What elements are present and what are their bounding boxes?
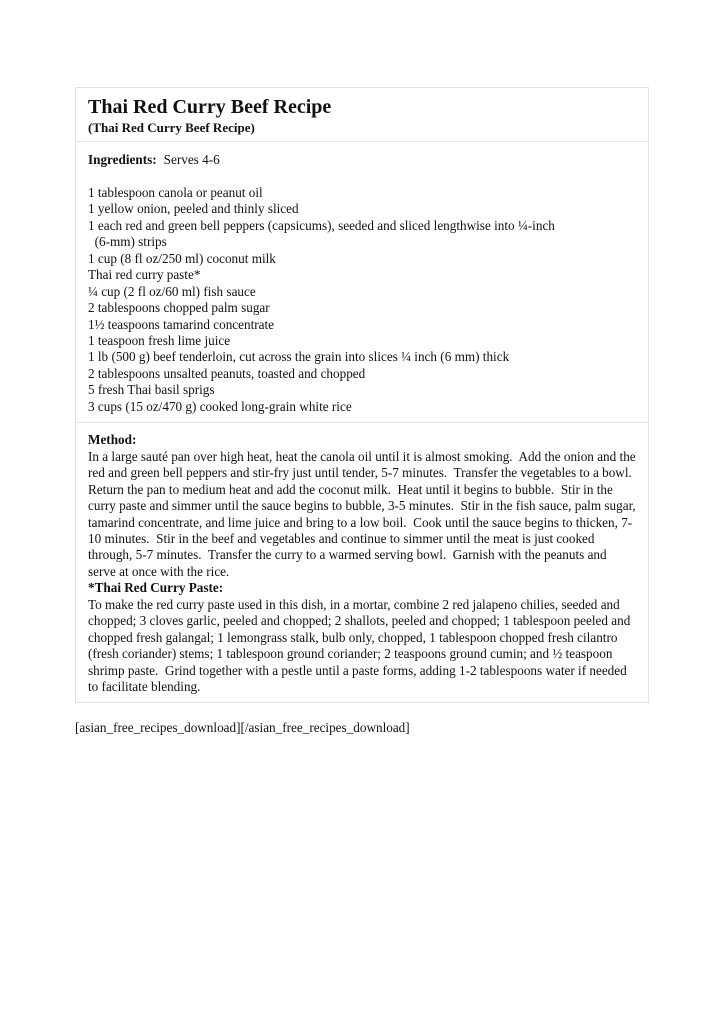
- list-item: 1 yellow onion, peeled and thinly sliced: [88, 201, 299, 217]
- list-item: 3 cups (15 oz/470 g) cooked long-grain white rice: [88, 398, 352, 414]
- ingredient-list: [88, 185, 636, 415]
- ingredients-heading-line: [88, 152, 636, 168]
- list-item: ¼ cup (2 fl oz/60 ml) fish sauce: [88, 283, 256, 299]
- curry-paste-heading: *Thai Red Curry Paste:: [88, 580, 224, 596]
- recipe-header-section: [76, 88, 648, 142]
- list-item: 1 each red and green bell peppers (capsicums), seeded and sliced lengthwise into ¼-inch: [88, 217, 555, 233]
- ingredients-section: [76, 142, 648, 423]
- method-section: [76, 423, 648, 702]
- page-subtitle: (Thai Red Curry Beef Recipe): [88, 120, 255, 135]
- list-item: 1½ teaspoons tamarind concentrate: [88, 316, 275, 332]
- list-item: 1 teaspoon fresh lime juice: [88, 332, 231, 348]
- method-instructions: In a large sauté pan over high heat, heat the canola oil until it is almost smoking. Add the onion and the red and green bell peppers and stir-fry just until tender, 5-7 minutes. Transfer the vegetables to a bowl. Return the pan to medium heat and add the coconut milk. Heat until it begins to bubble. Stir in the curry paste and simmer until the sauce begins to bubble, 3-5 minutes. Stir in the fish sauce, palm sugar, tamarind concentrate, and lime juice and bring to a low boil. Cook until the sauce begins to thicken, 7-10 minutes. Stir in the beef and vegetables and continue to simmer until the meat is just cooked through, 5-7 minutes. Transfer the curry to a warmed serving bowl. Garnish with the peanuts and serve at once with the rice.: [88, 448, 640, 579]
- serves-label: Serves 4-6: [163, 152, 220, 167]
- ingredients-heading: Ingredients:: [88, 152, 157, 167]
- list-item: 1 lb (500 g) beef tenderloin, cut across the grain into slices ¼ inch (6 mm) thick: [88, 349, 510, 365]
- shortcode-text: [asian_free_recipes_download][/asian_free_recipes_download]: [75, 720, 410, 736]
- curry-paste-instructions: To make the red curry paste used in this dish, in a mortar, combine 2 red jalapeno chilies, seeded and chopped; 3 cloves garlic, peeled and chopped; 2 shallots, peeled and chopped; 1 tablespoon peeled and chopped fresh galangal; 1 lemongrass stalk, bulb only, chopped, 1 tablespoon chopped fresh cilantro (fresh coriander) stems; 1 tablespoon ground coriander; 2 teaspoons ground cumin; and ½ teaspoon shrimp paste. Grind together with a pestle until a paste forms, adding 1-2 tablespoons water if needed to facilitate blending.: [88, 596, 634, 695]
- list-item: 5 fresh Thai basil sprigs: [88, 382, 215, 398]
- list-item: 2 tablespoons unsalted peanuts, toasted and chopped: [88, 365, 366, 381]
- list-item: 1 cup (8 fl oz/250 ml) coconut milk: [88, 250, 276, 266]
- list-item: 1 tablespoon canola or peanut oil: [88, 184, 263, 200]
- method-heading: Method:: [88, 432, 137, 448]
- list-item: (6-mm) strips: [88, 234, 167, 250]
- spacer: [88, 168, 636, 184]
- list-item: Thai red curry paste*: [88, 267, 201, 283]
- list-item: 2 tablespoons chopped palm sugar: [88, 300, 270, 316]
- page-title: Thai Red Curry Beef Recipe: [88, 96, 332, 118]
- recipe-card: [75, 87, 649, 703]
